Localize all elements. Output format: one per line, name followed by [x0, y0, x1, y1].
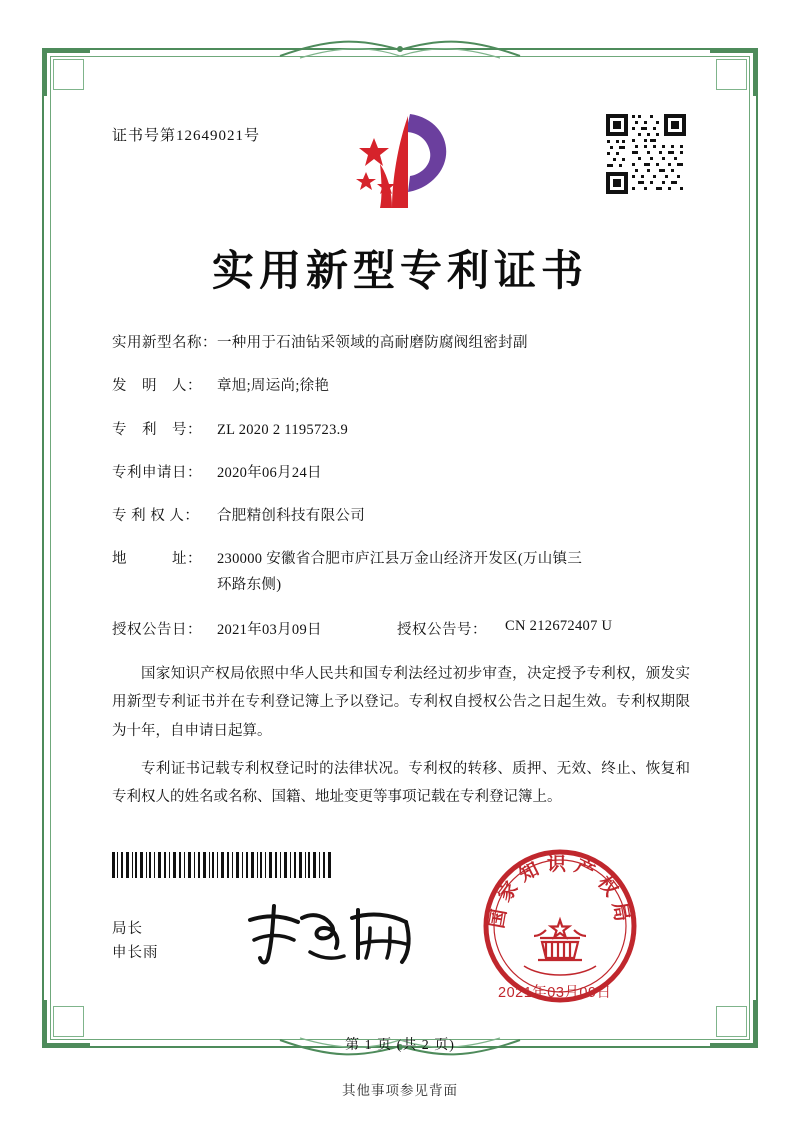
field-label-application-date: 专利申请日： — [112, 464, 202, 481]
field-value-announcement-date: 2021年03月09日 — [217, 622, 322, 639]
qr-code-icon — [604, 112, 688, 196]
field-label-address: 地 址： — [112, 551, 202, 568]
page-indicator: 第 1 页 (共 2 页) — [345, 1038, 455, 1053]
signature-role: 局长 — [112, 921, 143, 937]
field-label-inventors: 发 明 人： — [112, 378, 202, 395]
legal-paragraph-1: 国家知识产权局依照中华人民共和国专利法经过初步审查，决定授予专利权，颁发实用新型专利证书并在专利登记簿上予以登记。专利权自授权公告之日起生效。专利权期限为十年，自申请日起算。 — [112, 666, 690, 739]
field-row — [112, 333, 692, 355]
field-value-announcement-number: CN 212672407 U — [505, 618, 613, 635]
field-label-utility-model-name: 实用新型名称： — [112, 335, 217, 351]
field-row — [112, 376, 692, 398]
handwritten-signature-icon — [240, 900, 420, 970]
field-label-patent-number: 专 利 号： — [112, 421, 202, 438]
address-line-1: 230000 安徽省合肥市庐江县万金山经济开发区(万山镇三 — [217, 551, 583, 568]
field-row — [112, 549, 692, 597]
field-value-address — [217, 549, 692, 597]
field-label-announcement-number: 授权公告号： — [397, 622, 487, 639]
cnipa-logo-icon — [352, 108, 462, 216]
address-line-2: 环路东侧) — [217, 577, 282, 593]
field-row-announcement — [112, 618, 692, 639]
seal-date: 2021年03月09日 — [498, 985, 612, 1001]
field-row — [112, 420, 692, 442]
field-row — [112, 463, 692, 485]
signature-labels — [112, 918, 159, 966]
field-row — [112, 506, 692, 528]
certificate-number: 证书号第12649021号 — [112, 128, 261, 144]
field-label-announcement-date: 授权公告日： — [112, 622, 202, 639]
barcode — [112, 852, 332, 878]
border-corner-top-left — [44, 50, 90, 96]
signature-name: 申长雨 — [112, 944, 159, 961]
page-title: 实用新型专利证书 — [211, 246, 588, 295]
footer-note: 其他事项参见背面 — [342, 1083, 458, 1098]
svg-text:国家知识产权局: 国家知识产权局 — [485, 853, 635, 930]
border-corner-top-right — [710, 50, 756, 96]
legal-paragraph-2: 专利证书记载专利权登记时的法律状况。专利权的转移、质押、无效、终止、恢复和专利权人的姓名或名称、国籍、地址变更等事项记载在专利登记簿上。 — [112, 760, 690, 806]
field-value-utility-model-name: 一种用于石油钻采领域的高耐磨防腐阀组密封副 — [217, 335, 528, 351]
certificate-fields — [112, 333, 692, 649]
legal-text-block — [112, 660, 690, 821]
field-value-patent-number: ZL 2020 2 1195723.9 — [217, 421, 349, 438]
field-value-inventors: 章旭;周运尚;徐艳 — [217, 378, 330, 395]
field-value-application-date: 2020年06月24日 — [217, 464, 322, 481]
field-value-patentee: 合肥精创科技有限公司 — [217, 508, 365, 524]
field-label-patentee: 专 利 权 人： — [112, 508, 200, 524]
border-flourish-top-icon — [270, 36, 530, 62]
